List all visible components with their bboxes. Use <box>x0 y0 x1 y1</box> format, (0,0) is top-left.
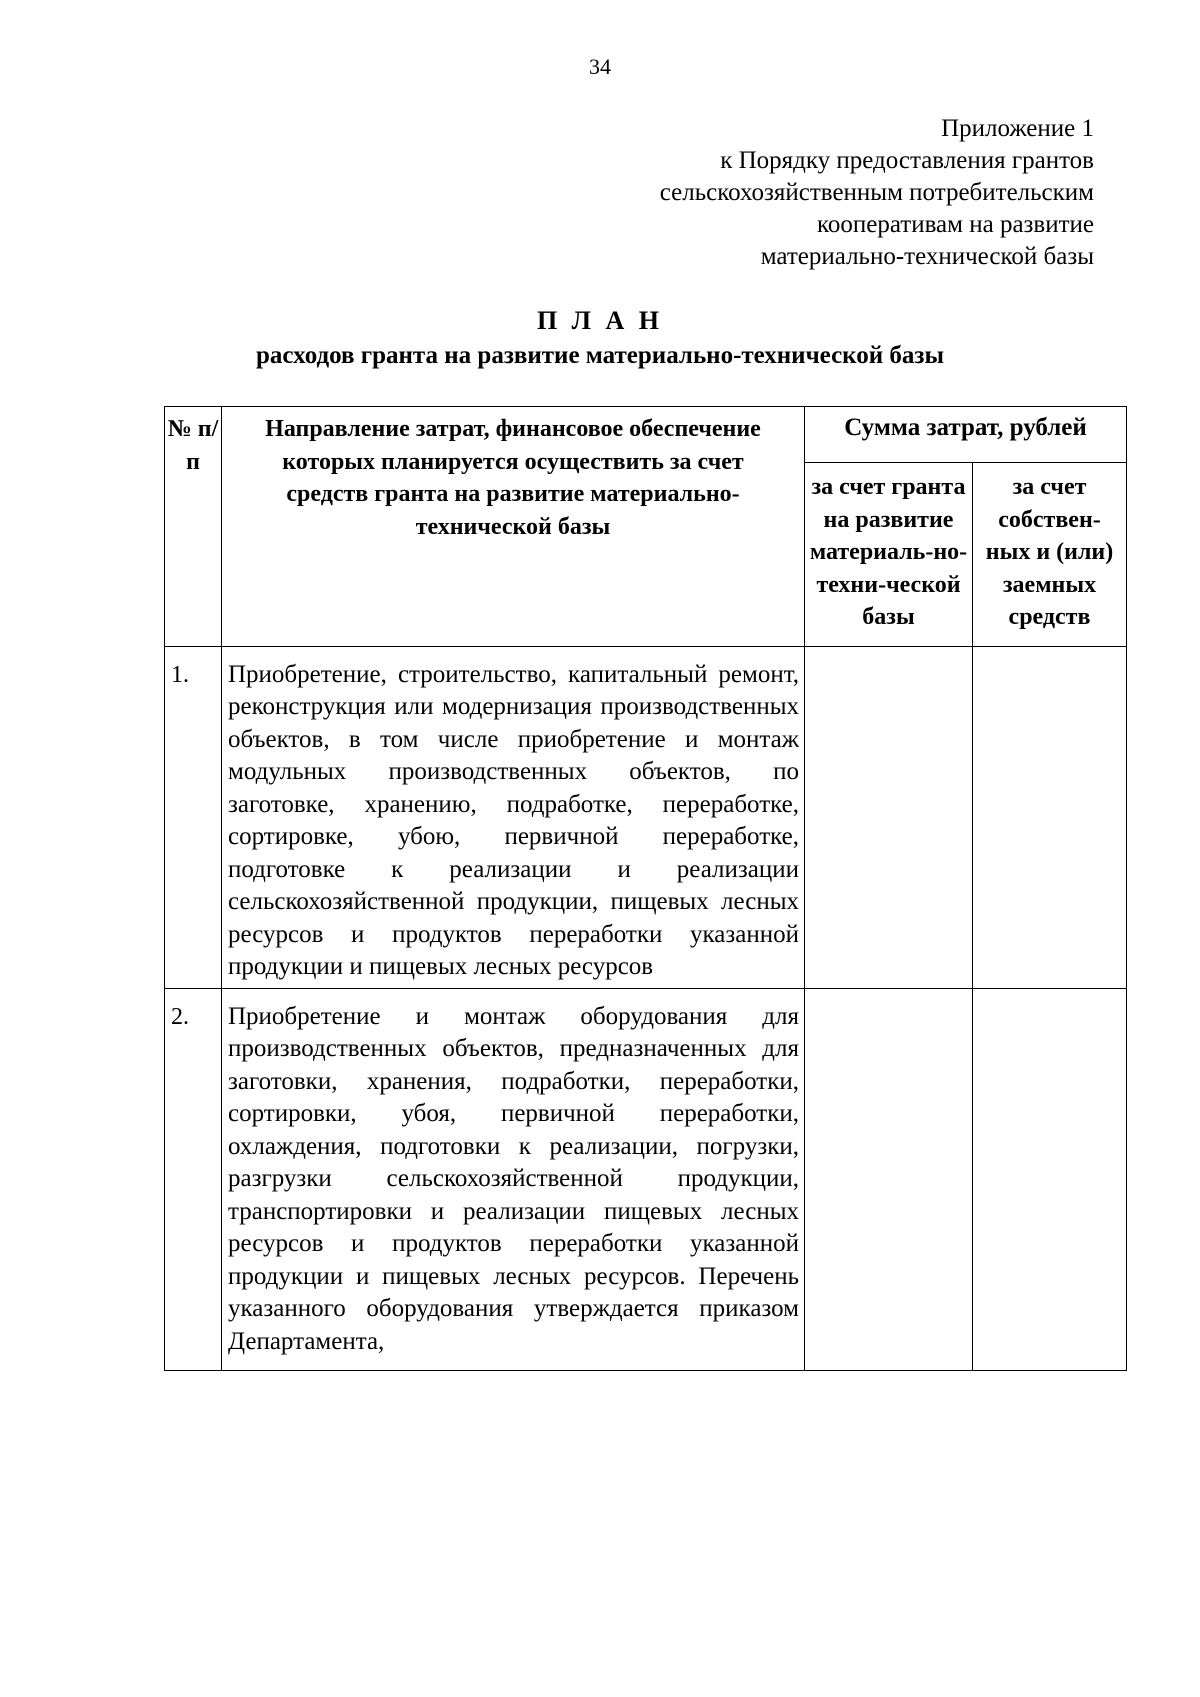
appendix-line: Приложение 1 <box>941 115 1094 142</box>
expense-plan-table <box>164 406 1127 1371</box>
appendix-line: к Порядку предоставления грантов <box>720 147 1094 174</box>
header-own-funds: за счет собствен-ных и (или) заемных средств <box>973 463 1127 647</box>
row-description: Приобретение, строительство, капитальный ремонт, реконструкция или модернизация производственных объектов, в том числе приобретение и монтаж модульных производственных объектов, по заготовке, хранению, подработке, переработке, сортировке, убою, первичной переработке, подготовке к реализации и реализации сельскохозяйственной продукции, пищевых лесных ресурсов и продуктов переработки указанной продукции и пищевых лесных ресурсов <box>222 646 805 988</box>
row-grant-amount <box>805 988 973 1371</box>
row-own-amount <box>973 988 1127 1371</box>
row-number: 2. <box>165 988 222 1371</box>
header-direction: Направление затрат, финансовое обеспечение которых планируется осуществить за счет средств гранта на развитие материально-технической базы <box>222 407 805 647</box>
appendix-block <box>660 113 1094 273</box>
appendix-line: сельскохозяйственным потребительским <box>659 179 1094 206</box>
row-number: 1. <box>165 646 222 988</box>
table-row <box>165 646 1127 988</box>
row-grant-amount <box>805 646 973 988</box>
row-description: Приобретение и монтаж оборудования для производственных объектов, предназначенных для заготовки, хранения, подработки, переработки, сортировки, убоя, первичной переработки, охлаждения, подготовки к реализации, погрузки, разгрузки сельскохозяйственной продукции, транспортировки и реализации пищевых лесных ресурсов и продуктов переработки указанной продукции и пищевых лесных ресурсов. Перечень указанного оборудования утверждается приказом Департамента, <box>222 988 805 1371</box>
appendix-line: материально-технической базы <box>760 243 1094 270</box>
header-grant-funds: за счет гранта на развитие материаль-но-техни-ческой базы <box>805 463 973 647</box>
header-sum: Сумма затрат, рублей <box>805 407 1127 463</box>
appendix-line: кооперативам на развитие <box>816 211 1094 238</box>
row-own-amount <box>973 646 1127 988</box>
document-subtitle: расходов гранта на развитие материально-технической базы <box>256 342 944 369</box>
page-number: 34 <box>589 54 611 79</box>
header-number: № п/п <box>165 407 222 647</box>
document-title: П Л А Н <box>536 306 664 335</box>
table-row <box>165 988 1127 1371</box>
table-header-row <box>165 407 1127 463</box>
